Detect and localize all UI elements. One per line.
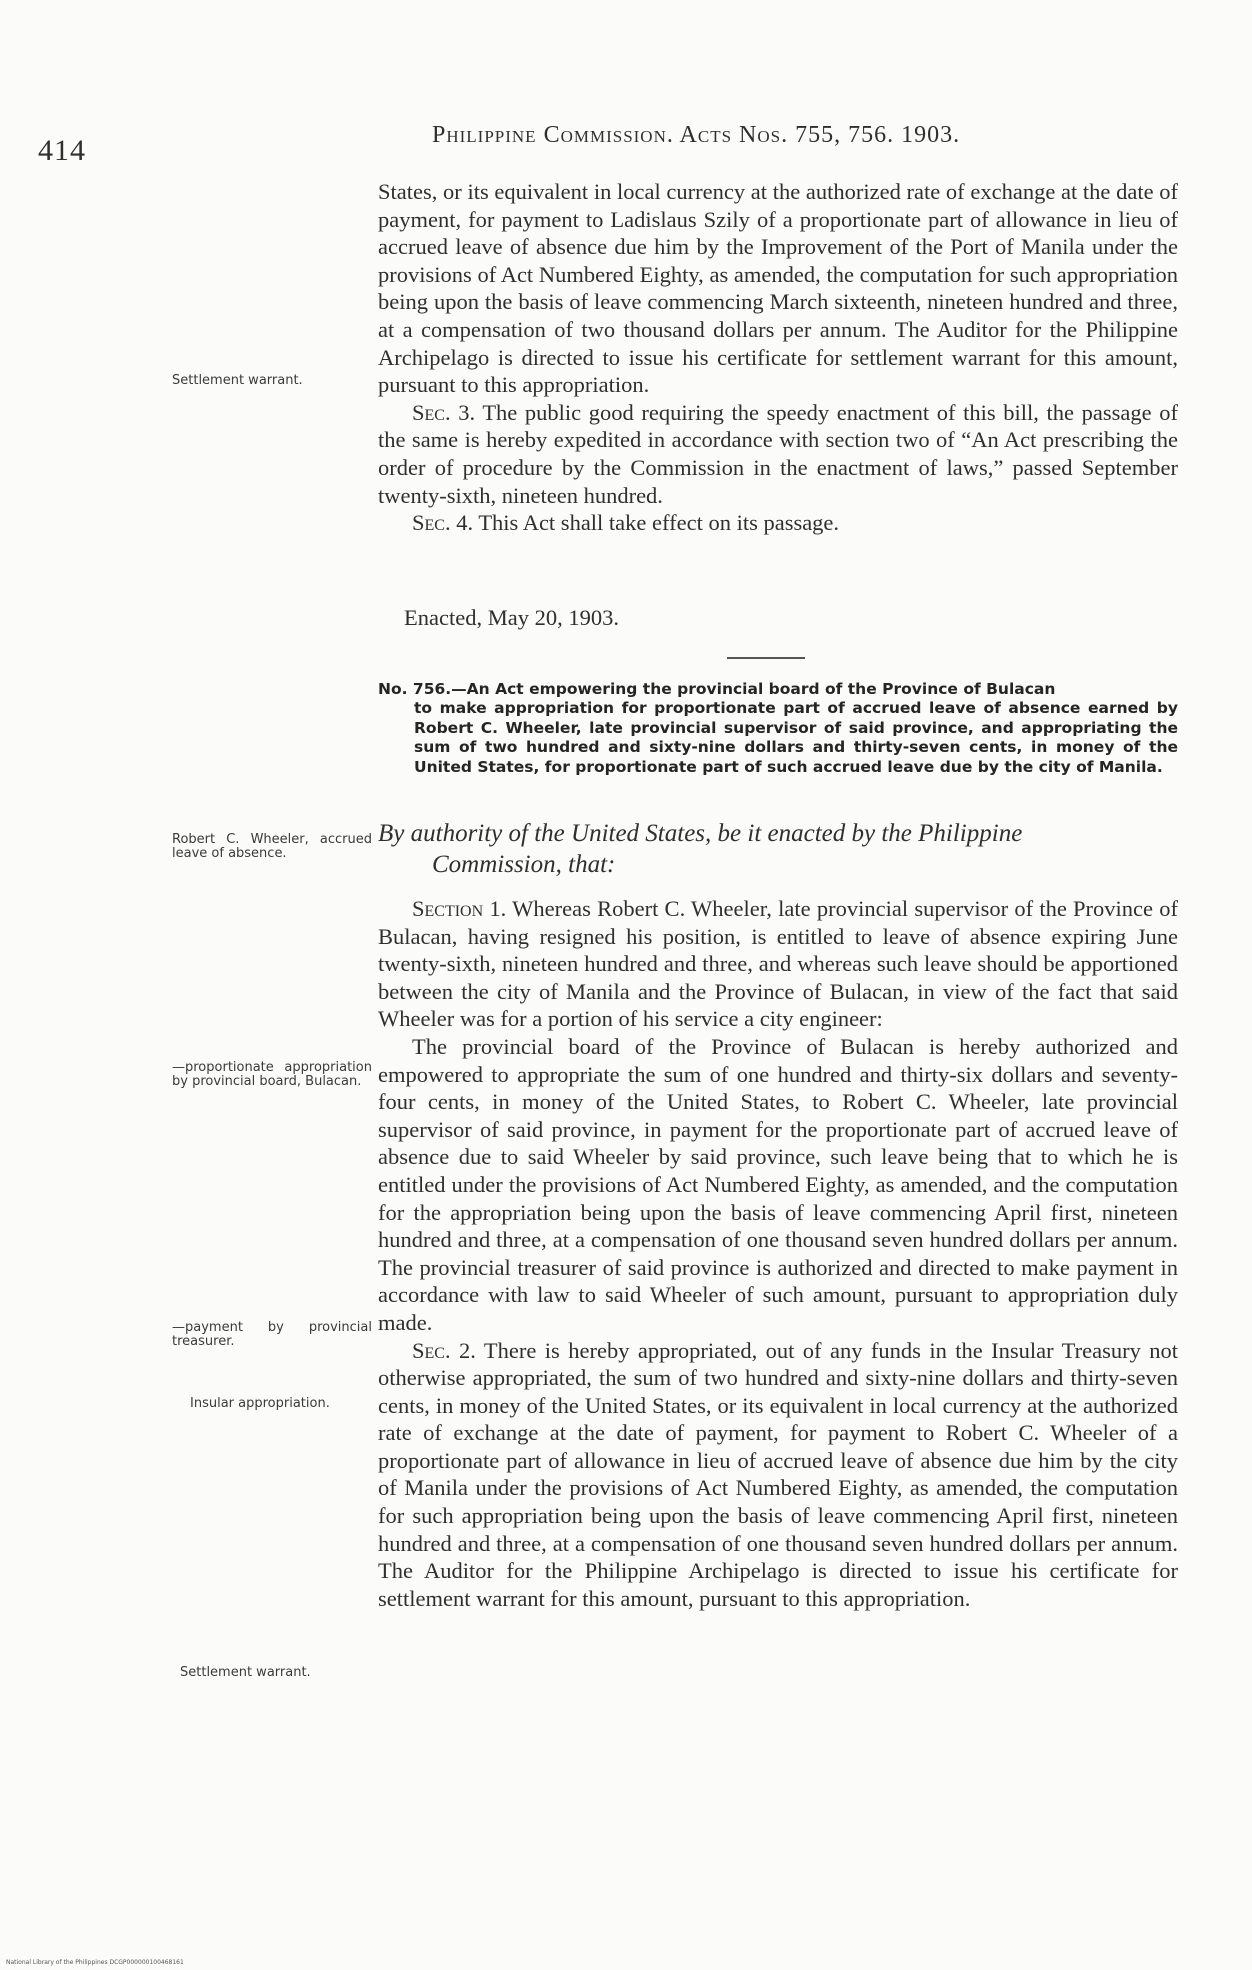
margin-note-settlement-warrant-1: Settlement warrant. [172, 373, 303, 388]
sec-4-text: This Act shall take effect on its passage. [478, 510, 840, 536]
page-number: 414 [38, 134, 86, 167]
act-755-paragraph: States, or its equivalent in local currency at the authorized rate of exchange at the date of payment, for payment to Ladislaus Szily of a proportionate part of allowance in lieu of accrued leave of absence due him by the Improvement of the Port of Manila under the provisions of Act Numbered Eighty, as amended, the computation for such appropriation being upon the basis of leave commencing March sixteenth, nineteen hundred and three, at a compensation of two thousand dollars per annum. The Auditor for the Philippine Archipelago is directed to issue his certificate for settlement warrant for this amount, pursuant to this appropriation. [378, 179, 1178, 398]
act-755-continuation [378, 178, 1178, 537]
margin-note-wheeler-leave: Robert C. Wheeler, accrued leave of absence. [172, 832, 372, 861]
act-756-heading [378, 680, 1178, 777]
act-755-sec-4 [378, 509, 1178, 537]
margin-note-payment-provincial-treasurer: —payment by provincial treasurer. [172, 1320, 372, 1349]
enacting-clause-first: By authority of the United States, be it enacted by the Philippine [378, 820, 1023, 847]
sec-3-text: The public good requiring the speedy enactment of this bill, the passage of the same is hereby expedited in accordance with section two of “An Act prescribing the order of procedure by the Commission in the enactment of laws,” passed September twenty-sixth, nineteen hundred. [378, 399, 1178, 508]
margin-note-insular-appropriation: Insular appropriation. [190, 1396, 330, 1411]
sec-2-text: There is hereby appropriated, out of any funds in the Insular Treasury not otherwise appropriated, the sum of two hundred and sixty-nine dollars and thirty-seven cents, in money of the United States, or its equivalent in local currency at the authorized rate of exchange at the date of payment, for payment to Robert C. Wheeler of a proportionate part of allowance in lieu of accrued leave of absence due him by the city of Manila under the provisions of Act Numbered Eighty, as amended, the computation for such appropriation being upon the basis of leave commencing April first, nineteen hundred and three, at a compensation of one thousand seven hundred dollars per annum. The Auditor for the Philippine Archipelago is directed to issue his certificate for settlement warrant for this amount, pursuant to this appropriation. [378, 1337, 1179, 1611]
section-1-label: Section 1. [412, 896, 507, 921]
enacting-clause-rest: Commission, that: [432, 851, 616, 878]
act-756-section-1-paragraph-2: The provincial board of the Province of Bulacan is hereby authorized and empowered to appropriate the sum of one hundred and thirty-six dollars and seventy-four cents, in money of the United States, to Robert C. Wheeler, late provincial supervisor of said province, in payment for the proportionate part of accrued leave of absence due to said Wheeler by said province, such leave being that to which he is entitled under the provisions of Act Numbered Eighty, as amended, and the computation for the appropriation being upon the basis of leave commencing April first, nineteen hundred and three, at a compensation of one thousand seven hundred dollars per annum. The provincial treasurer of said province is authorized and directed to make payment in accordance with law to said Wheeler of such amount, pursuant to appropriation duly made. [378, 1033, 1178, 1335]
margin-note-settlement-warrant-2: Settlement warrant. [180, 1665, 311, 1680]
act-756-body [378, 895, 1178, 1612]
sec-4-label: Sec. 4. [412, 510, 474, 536]
sec-2-label: Sec. 2. [412, 1337, 476, 1363]
running-head: Philippine Commission. Acts Nos. 755, 756. 1903. [432, 122, 961, 148]
section-1-text: Whereas Robert C. Wheeler, late provincial supervisor of the Province of Bulacan, having resigned his position, is entitled to leave of absence expiring June twenty-sixth, nineteen hundred and three, and whereas such leave should be apportioned between the city of Manila and the Province of Bulacan, in view of the fact that said Wheeler was for a portion of his service a city engineer: [378, 896, 1179, 1032]
act-756-sec-2 [378, 1337, 1178, 1613]
section-divider [727, 657, 805, 659]
enacted-date: Enacted, May 20, 1903. [404, 605, 619, 630]
enacting-clause [378, 818, 1178, 880]
act-756-section-1 [378, 895, 1178, 1033]
margin-note-proportionate-appropriation: —proportionate appropriation by provincial board, Bulacan. [172, 1060, 372, 1089]
act-756-heading-first: No. 756.—An Act empowering the provincial board of the Province of Bulacan [378, 680, 1056, 698]
act-756-heading-rest: to make appropriation for proportionate part of accrued leave of absence earned by Robert C. Wheeler, late provincial supervisor of said province, and appropriating the sum of two hundred and sixty-nine dollars and thirty-seven cents, in money of the United States, for proportionate part of such accrued leave due by the city of Manila. [414, 699, 1178, 776]
sec-3-label: Sec. 3. [412, 399, 476, 425]
footer-credit: National Library of the Philippines DCGP000000100468161 [6, 1959, 184, 1966]
act-755-sec-3 [378, 399, 1178, 509]
